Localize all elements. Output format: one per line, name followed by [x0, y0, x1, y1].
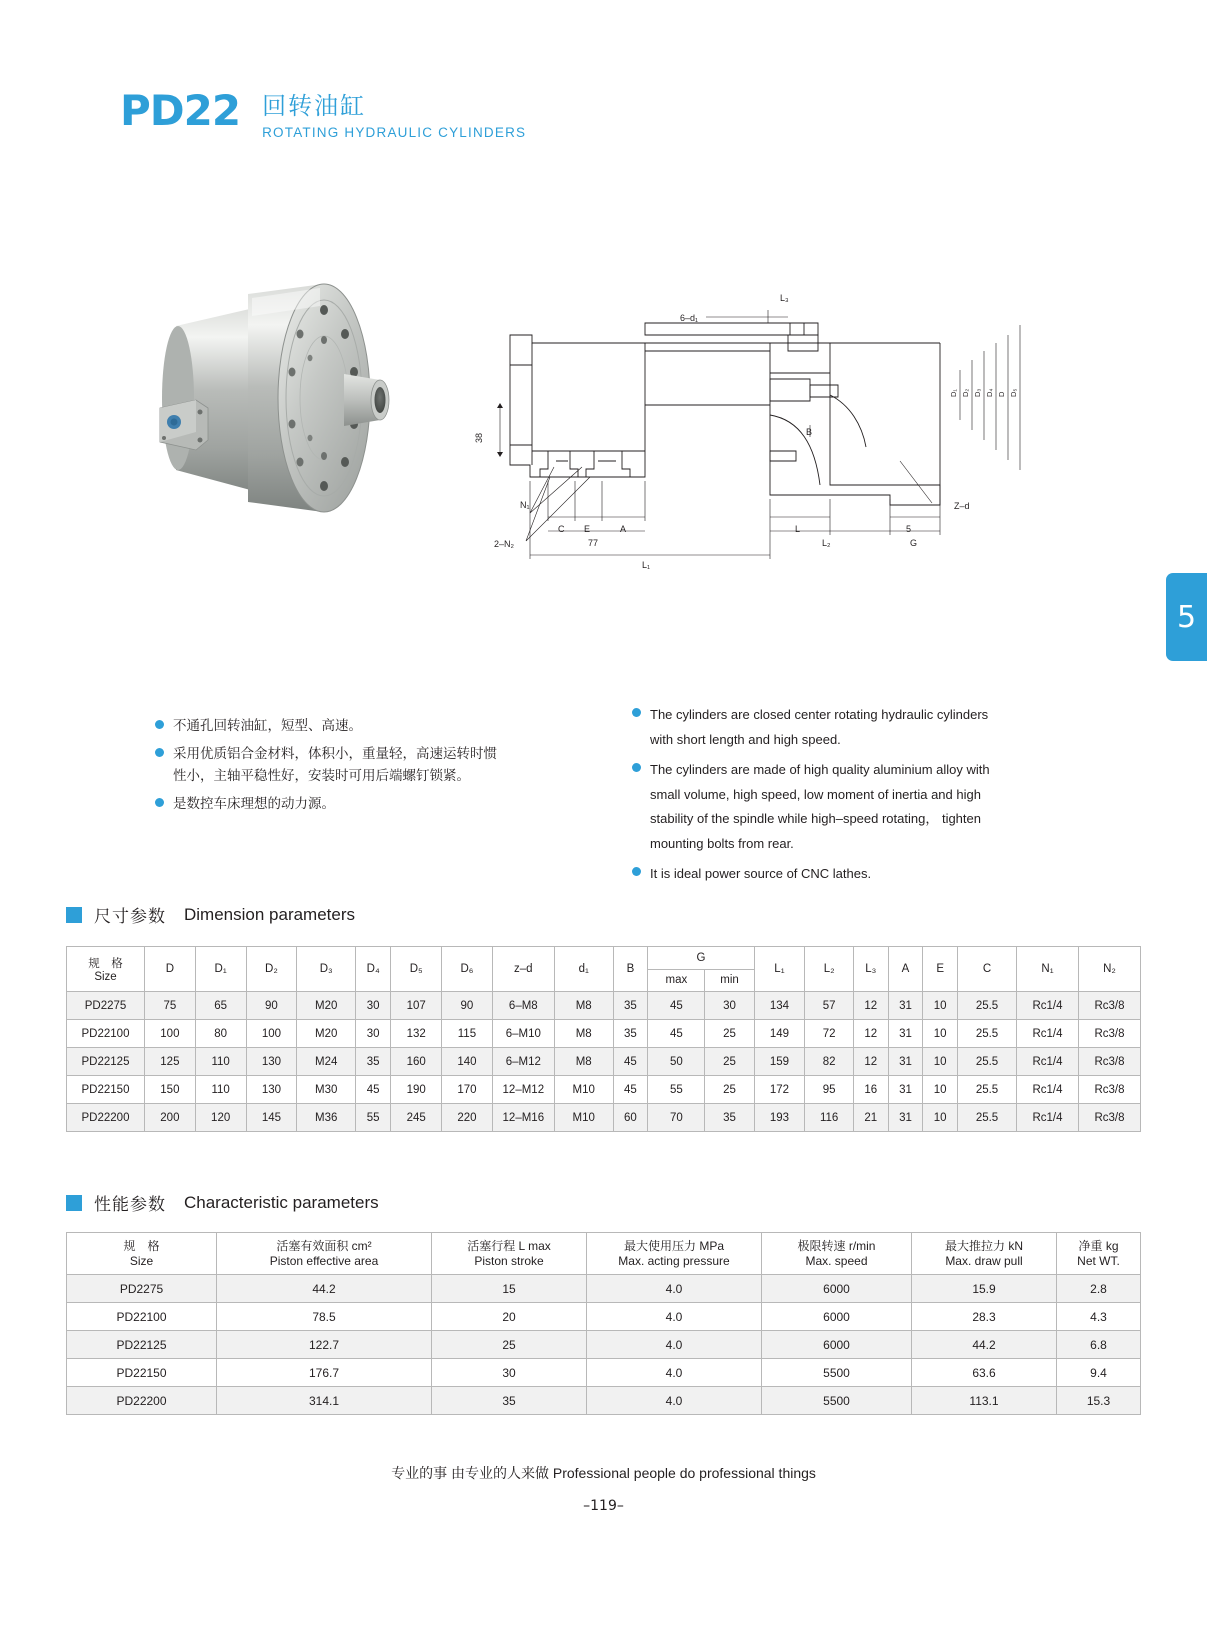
cell: 82	[805, 1048, 854, 1076]
cell: 149	[754, 1020, 805, 1048]
bullet-icon	[155, 720, 164, 729]
cell: 44.2	[217, 1275, 432, 1303]
cell: 172	[754, 1076, 805, 1104]
page-header	[120, 86, 527, 141]
label-D5: D₅	[1009, 388, 1018, 397]
feature-item	[155, 793, 505, 815]
cell: 75	[145, 992, 196, 1020]
cell: M8	[554, 992, 613, 1020]
cell: 25.5	[958, 992, 1017, 1020]
cell: 160	[391, 1048, 442, 1076]
cell: 31	[888, 1104, 923, 1132]
cell: Rc1/4	[1017, 1076, 1079, 1104]
cell: 4.0	[587, 1331, 762, 1359]
table-row	[67, 1104, 1141, 1132]
cell: 159	[754, 1048, 805, 1076]
product-photo	[148, 262, 438, 542]
cell: 4.0	[587, 1275, 762, 1303]
cell-size: PD22125	[67, 1048, 145, 1076]
cell: 6000	[762, 1303, 912, 1331]
cell: 55	[648, 1076, 705, 1104]
cell: Rc3/8	[1079, 1076, 1141, 1104]
cell: 10	[923, 1048, 958, 1076]
feature-text: The cylinders are made of high quality aluminium alloy with small volume, high speed, low moment of inertia and high stability of the spindle while high–speed rotating， tighten mounting bolts from rear.	[650, 762, 990, 851]
header-D: D	[145, 947, 196, 992]
header-en: Net WT.	[1077, 1253, 1120, 1268]
cell: 220	[442, 1104, 493, 1132]
cell-size: PD22150	[67, 1076, 145, 1104]
cell: 25	[705, 1076, 754, 1104]
cell: 15.3	[1057, 1387, 1141, 1415]
cell: M8	[554, 1048, 613, 1076]
cell: 45	[356, 1076, 391, 1104]
cell: 130	[246, 1048, 297, 1076]
header-en: Piston stroke	[474, 1253, 544, 1268]
cell: 110	[195, 1048, 246, 1076]
cell: 6000	[762, 1275, 912, 1303]
cell: 4.3	[1057, 1303, 1141, 1331]
cell: 28.3	[912, 1303, 1057, 1331]
cell-size: PD22150	[67, 1359, 217, 1387]
cell: 125	[145, 1048, 196, 1076]
header-en: Max. draw pull	[945, 1253, 1023, 1268]
header-draw-pull	[912, 1233, 1057, 1275]
cell: 134	[754, 992, 805, 1020]
header-cn: 规 格	[123, 1238, 160, 1253]
cell: 65	[195, 992, 246, 1020]
cell: 122.7	[217, 1331, 432, 1359]
chapter-number: 5	[1176, 599, 1197, 635]
cell-size: PD2275	[67, 992, 145, 1020]
cell-size: PD22100	[67, 1303, 217, 1331]
table-row	[67, 1048, 1141, 1076]
cell: 21	[853, 1104, 888, 1132]
label-2N2: 2–N₂	[494, 539, 515, 549]
cell: 63.6	[912, 1359, 1057, 1387]
cell: 190	[391, 1076, 442, 1104]
square-marker-icon	[66, 907, 82, 923]
cell: 12	[853, 1020, 888, 1048]
cell: 31	[888, 1076, 923, 1104]
header-G-max: max	[648, 969, 705, 992]
cell: 25	[705, 1020, 754, 1048]
cell: 31	[888, 992, 923, 1020]
cell: 70	[648, 1104, 705, 1132]
cell: 25.5	[958, 1076, 1017, 1104]
cell: 130	[246, 1076, 297, 1104]
cell: 35	[356, 1048, 391, 1076]
header-d1: d₁	[554, 947, 613, 992]
cell: 115	[442, 1020, 493, 1048]
cell: 10	[923, 1076, 958, 1104]
table-row	[67, 1076, 1141, 1104]
cell: 4.0	[587, 1387, 762, 1415]
bullet-icon	[632, 763, 641, 772]
header-piston-stroke	[432, 1233, 587, 1275]
bullet-icon	[155, 748, 164, 757]
cell: 44.2	[912, 1331, 1057, 1359]
cell: 45	[648, 992, 705, 1020]
label-D: D	[997, 391, 1006, 397]
cell: 6–M8	[492, 992, 554, 1020]
cell: 2.8	[1057, 1275, 1141, 1303]
header-G-min: min	[705, 969, 754, 992]
footer-slogan: 专业的事 由专业的人来做 Professional people do professional things	[391, 1465, 816, 1481]
bullet-icon	[632, 867, 641, 876]
cell: 12–M16	[492, 1104, 554, 1132]
cell: 50	[648, 1048, 705, 1076]
cell-size: PD22200	[67, 1104, 145, 1132]
cell: 35	[705, 1104, 754, 1132]
cell: 45	[613, 1048, 648, 1076]
label-38: 38	[474, 432, 484, 443]
table-row	[67, 992, 1141, 1020]
cell-size: PD22100	[67, 1020, 145, 1048]
title-block	[262, 90, 526, 140]
heading-chinese: 性能参数	[94, 1195, 166, 1214]
cell: 110	[195, 1076, 246, 1104]
label-D1: D₁	[949, 389, 958, 397]
cell: 30	[705, 992, 754, 1020]
cell: 20	[432, 1303, 587, 1331]
cell: Rc3/8	[1079, 992, 1141, 1020]
table-row	[67, 1359, 1141, 1387]
header-net-weight	[1057, 1233, 1141, 1275]
table-row	[67, 1020, 1141, 1048]
cell: M20	[297, 1020, 356, 1048]
heading-english: Dimension parameters	[184, 904, 356, 924]
label-6d1: 6–d₁	[680, 313, 699, 323]
model-code: PD22	[120, 86, 241, 135]
cell: 6–M10	[492, 1020, 554, 1048]
cell: 10	[923, 1104, 958, 1132]
feature-text: 是数控车床理想的动力源。	[173, 796, 335, 811]
cell-size: PD22125	[67, 1331, 217, 1359]
table-row	[67, 1331, 1141, 1359]
cell: 132	[391, 1020, 442, 1048]
label-E: E	[584, 524, 591, 534]
characteristic-table	[66, 1232, 1141, 1415]
cell: 25.5	[958, 1020, 1017, 1048]
cell: 170	[442, 1076, 493, 1104]
cell: Rc1/4	[1017, 1104, 1079, 1132]
cell: 90	[442, 992, 493, 1020]
header-cn: 最大使用压力 MPa	[623, 1238, 724, 1253]
cell: 25	[432, 1331, 587, 1359]
table-row	[67, 1303, 1141, 1331]
label-77: 77	[588, 538, 599, 548]
cell: 120	[195, 1104, 246, 1132]
header-acting-pressure	[587, 1233, 762, 1275]
cell: 140	[442, 1048, 493, 1076]
cell: 25.5	[958, 1048, 1017, 1076]
header-B: B	[613, 947, 648, 992]
cell: 35	[613, 992, 648, 1020]
characteristic-section-heading	[66, 1190, 379, 1215]
label-L2: L₂	[822, 538, 831, 548]
cell: 5500	[762, 1359, 912, 1387]
header-D4: D₄	[356, 947, 391, 992]
label-L: L	[795, 524, 801, 534]
feature-text: 不通孔回转油缸，短型、高速。	[173, 718, 362, 733]
title-chinese: 回转油缸	[262, 93, 367, 120]
feature-item	[155, 715, 505, 737]
cell: 30	[356, 1020, 391, 1048]
cell: 45	[613, 1076, 648, 1104]
header-D3: D₃	[297, 947, 356, 992]
cell: 12–M12	[492, 1076, 554, 1104]
cell: M10	[554, 1104, 613, 1132]
header-zd: z–d	[492, 947, 554, 992]
header-size	[67, 947, 145, 992]
cell-size: PD22200	[67, 1387, 217, 1415]
header-L1: L₁	[754, 947, 805, 992]
cell: 193	[754, 1104, 805, 1132]
header-size-cn: 规 格	[88, 958, 123, 970]
header-max-speed	[762, 1233, 912, 1275]
cell: 30	[356, 992, 391, 1020]
cell: 60	[613, 1104, 648, 1132]
header-cn: 活塞有效面积 cm²	[276, 1238, 372, 1253]
cell: 31	[888, 1048, 923, 1076]
heading-english: Characteristic parameters	[184, 1192, 379, 1212]
header-piston-area	[217, 1233, 432, 1275]
feature-item	[632, 862, 1012, 887]
cell: 4.0	[587, 1303, 762, 1331]
cell: 31	[888, 1020, 923, 1048]
header-en: Size	[129, 1253, 154, 1268]
cell: 4.0	[587, 1359, 762, 1387]
bullet-icon	[632, 708, 641, 717]
cell: 9.4	[1057, 1359, 1141, 1387]
dimension-table	[66, 946, 1141, 1132]
header-E: E	[923, 947, 958, 992]
cell: 57	[805, 992, 854, 1020]
header-en: Piston effective area	[269, 1253, 379, 1268]
cell: 314.1	[217, 1387, 432, 1415]
cell: Rc1/4	[1017, 1048, 1079, 1076]
cell: 113.1	[912, 1387, 1057, 1415]
header-size-en: Size	[94, 971, 117, 983]
header-L3: L₃	[853, 947, 888, 992]
cell: 55	[356, 1104, 391, 1132]
cell: 107	[391, 992, 442, 1020]
cell: 78.5	[217, 1303, 432, 1331]
header-en: Max. acting pressure	[618, 1253, 730, 1268]
cell: 90	[246, 992, 297, 1020]
cell: 12	[853, 992, 888, 1020]
technical-drawing	[470, 255, 1030, 595]
cell: 45	[648, 1020, 705, 1048]
feature-text: It is ideal power source of CNC lathes.	[650, 866, 872, 881]
heading-chinese: 尺寸参数	[94, 907, 166, 926]
table-row	[67, 1387, 1141, 1415]
page-number: –119–	[583, 1498, 624, 1514]
label-D2: D₂	[961, 388, 970, 397]
table-row	[67, 1275, 1141, 1303]
cell: 245	[391, 1104, 442, 1132]
label-L1: L₁	[642, 560, 651, 570]
label-G: G	[910, 538, 918, 548]
cell: 95	[805, 1076, 854, 1104]
cell: Rc3/8	[1079, 1020, 1141, 1048]
cell: 35	[613, 1020, 648, 1048]
label-Zd: Z–d	[954, 501, 970, 511]
feature-text: 采用优质铝合金材料，体积小，重量轻，高速运转时惯性小，主轴平稳性好，安装时可用后端螺钉锁紧。	[173, 746, 497, 783]
feature-text: The cylinders are closed center rotating hydraulic cylinders with short length and high speed.	[650, 707, 989, 747]
label-D3: D₃	[973, 388, 982, 397]
cell: 10	[923, 992, 958, 1020]
header-D5: D₅	[391, 947, 442, 992]
label-A: A	[620, 524, 627, 534]
cell: 25.5	[958, 1104, 1017, 1132]
header-cn: 活塞行程 L max	[467, 1238, 551, 1253]
cell: 35	[432, 1387, 587, 1415]
cell: 6.8	[1057, 1331, 1141, 1359]
features-english	[632, 703, 1012, 893]
header-D6: D₆	[442, 947, 493, 992]
cell: 25	[705, 1048, 754, 1076]
feature-item	[632, 703, 1012, 752]
header-G: G	[648, 947, 754, 970]
header-cn: 极限转速 r/min	[797, 1238, 876, 1253]
header-cn: 最大推拉力 kN	[944, 1238, 1023, 1253]
cell: 200	[145, 1104, 196, 1132]
label-5: 5	[906, 524, 912, 534]
cell: 15.9	[912, 1275, 1057, 1303]
dimension-section-heading	[66, 902, 355, 927]
cell: 150	[145, 1076, 196, 1104]
cell: 100	[246, 1020, 297, 1048]
cell: 16	[853, 1076, 888, 1104]
cell: M24	[297, 1048, 356, 1076]
header-D2: D₂	[246, 947, 297, 992]
cell: 30	[432, 1359, 587, 1387]
cell: 80	[195, 1020, 246, 1048]
cell: M8	[554, 1020, 613, 1048]
cell: M36	[297, 1104, 356, 1132]
bullet-icon	[155, 798, 164, 807]
header-D1: D₁	[195, 947, 246, 992]
cell: Rc1/4	[1017, 1020, 1079, 1048]
cell: Rc3/8	[1079, 1104, 1141, 1132]
cell: 145	[246, 1104, 297, 1132]
header-N2: N₂	[1079, 947, 1141, 992]
cell: 5500	[762, 1387, 912, 1415]
label-N1: N₁	[520, 500, 530, 510]
label-B: B	[806, 427, 813, 437]
header-size	[67, 1233, 217, 1275]
feature-item	[632, 758, 1012, 856]
cell: 72	[805, 1020, 854, 1048]
cell: M20	[297, 992, 356, 1020]
feature-item	[155, 743, 505, 787]
cell: Rc3/8	[1079, 1048, 1141, 1076]
cell: 12	[853, 1048, 888, 1076]
cell: 116	[805, 1104, 854, 1132]
cell: M30	[297, 1076, 356, 1104]
label-D4: D₄	[985, 388, 994, 397]
cell: M10	[554, 1076, 613, 1104]
title-english: ROTATING HYDRAULIC CYLINDERS	[262, 125, 527, 141]
cell-size: PD2275	[67, 1275, 217, 1303]
label-C: C	[558, 524, 565, 534]
header-N1: N₁	[1017, 947, 1079, 992]
table-header-row	[67, 947, 1141, 970]
label-L3: L₃	[780, 293, 789, 303]
header-A: A	[888, 947, 923, 992]
square-marker-icon	[66, 1195, 82, 1211]
chapter-tab	[1166, 573, 1207, 661]
cell: 176.7	[217, 1359, 432, 1387]
header-en: Max. speed	[805, 1253, 868, 1268]
cell: 100	[145, 1020, 196, 1048]
cell: 15	[432, 1275, 587, 1303]
cell: 10	[923, 1020, 958, 1048]
cell: 6000	[762, 1331, 912, 1359]
features-chinese	[155, 715, 505, 821]
header-cn: 净重 kg	[1078, 1238, 1119, 1253]
table-header-row	[67, 1233, 1141, 1275]
cell: 6–M12	[492, 1048, 554, 1076]
header-L2: L₂	[805, 947, 854, 992]
header-C: C	[958, 947, 1017, 992]
cell: Rc1/4	[1017, 992, 1079, 1020]
